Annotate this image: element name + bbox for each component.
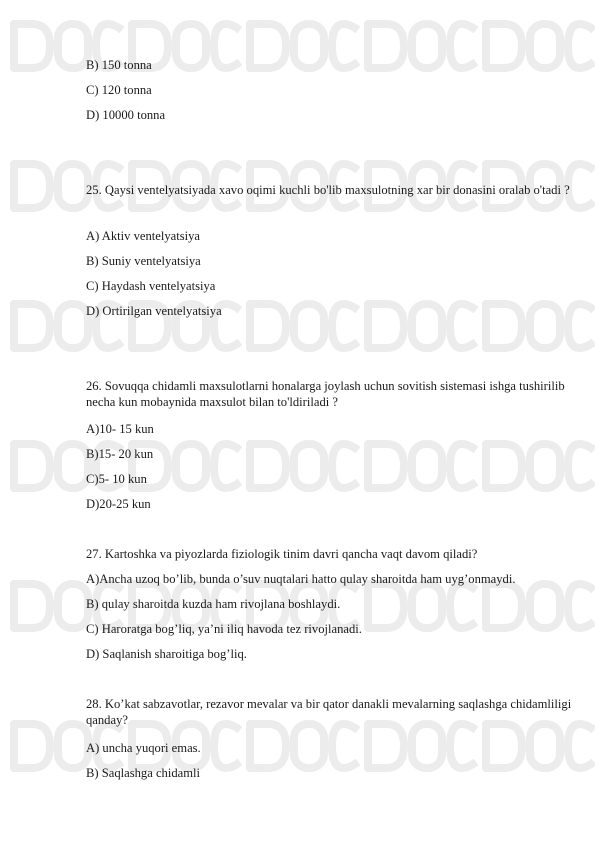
q24-option-d: D) 10000 tonna: [86, 108, 166, 122]
q26-question: 26. Sovuqqa chidamli maxsulotlarni honalarga joylash uchun sovitish sistemasi ishga tushirilib necha kun mobaynida maxsulot bilan to'ldiriladi ?: [86, 379, 565, 409]
q27-question: 27. Kartoshka va piyozlarda fiziologik tinim davri qancha vaqt davom qiladi?: [86, 547, 478, 561]
q25-option-d: D) Ortirilgan ventelyatsiya: [86, 304, 222, 318]
q26-option-a: A)10- 15 kun: [86, 422, 154, 436]
q25-question: 25. Qaysi ventelyatsiyada xavo oqimi kuchli bo'lib maxsulotning xar bir donasini oralab o'tadi ?: [86, 183, 570, 197]
q28-option-a: A) uncha yuqori emas.: [86, 741, 201, 755]
q27-option-d: D) Saqlanish sharoitiga bog’liq.: [86, 647, 247, 661]
q27-option-b: B) qulay sharoitda kuzda ham rivojlana boshlaydi.: [86, 597, 341, 611]
q26-option-d: D)20-25 kun: [86, 497, 151, 511]
q25-option-a: A) Aktiv ventelyatsiya: [86, 229, 201, 243]
q27-option-c: C) Haroratga bog’liq, ya’ni iliq havoda tez rivojlanadi.: [86, 622, 362, 636]
q28-question: 28. Ko’kat sabzavotlar, rezavor mevalar va bir qator danakli mevalarning saqlashga chidamliligi qanday?: [86, 697, 572, 727]
q26-option-b: B)15- 20 kun: [86, 447, 154, 461]
q26-option-c: C)5- 10 kun: [86, 472, 147, 486]
q25-option-b: B) Suniy ventelyatsiya: [86, 254, 201, 268]
q25-option-c: C) Haydash ventelyatsiya: [86, 279, 216, 293]
q27-option-a: A)Ancha uzoq bo’lib, bunda o’suv nuqtalari hatto qulay sharoitda ham uyg’onmaydi.: [86, 572, 516, 586]
q24-option-c: C) 120 tonna: [86, 83, 152, 97]
q28-option-b: B) Saqlashga chidamli: [86, 766, 201, 780]
q24-option-b: B) 150 tonna: [86, 58, 152, 72]
